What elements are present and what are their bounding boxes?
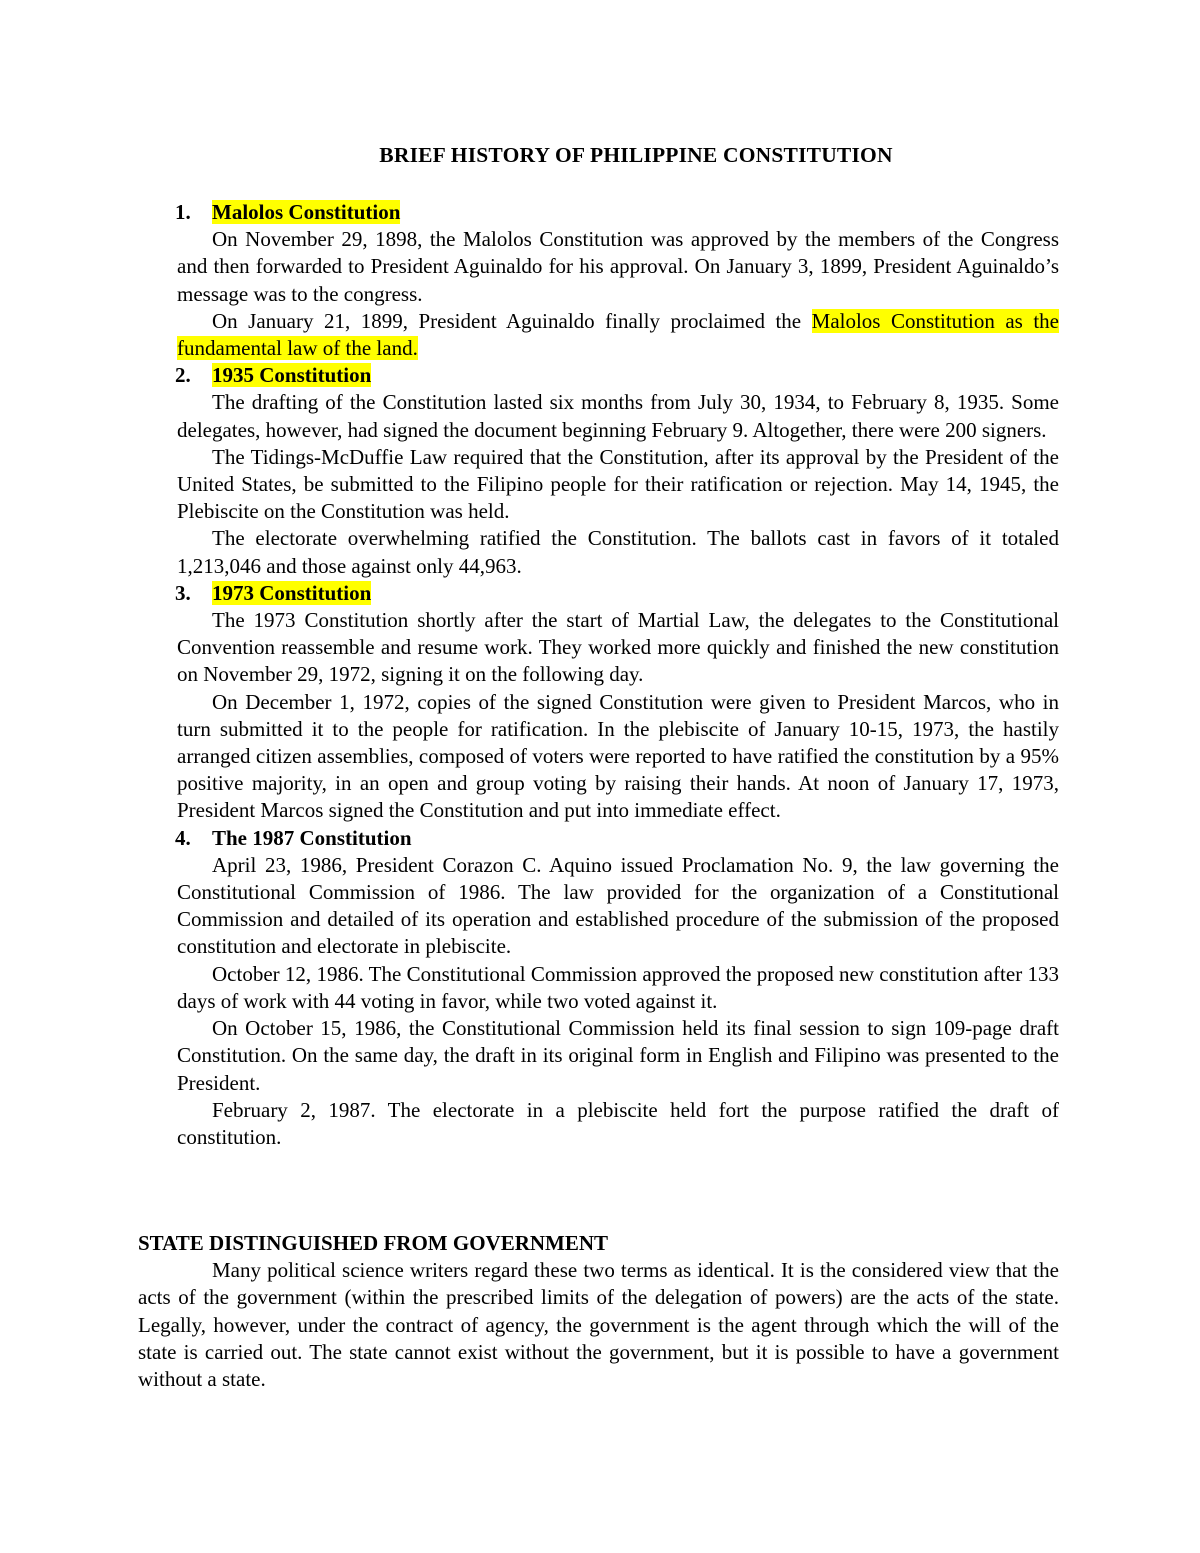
section-number: 2. — [175, 363, 191, 388]
section-number: 3. — [175, 580, 191, 605]
section-heading-1987 — [177, 825, 1059, 852]
paragraph: The electorate overwhelming ratified the Constitution. The ballots cast in favors of it totaled 1,213,046 and those against only 44,963. — [177, 526, 1059, 578]
paragraph: The Tidings-McDuffie Law required that the Constitution, after its approval by the President of the United States, be submitted to the Filipino people for their ratification or rejection. May 14, 1945, the Plebiscite on the Constitution was held. — [177, 444, 1059, 524]
document-title: BRIEF HISTORY OF PHILIPPINE CONSTITUTION — [379, 143, 893, 167]
section-number: 4. — [175, 825, 191, 850]
paragraph: On November 29, 1898, the Malolos Constitution was approved by the members of the Congress and then forwarded to President Aguinaldo for his approval. On January 3, 1899, President Aguinaldo’s message was to the congress. — [177, 227, 1059, 306]
paragraph-text: On January 21, 1899, President Aguinaldo finally proclaimed the — [212, 308, 812, 333]
section-heading-1935 — [177, 362, 1059, 389]
section-title: 1973 Constitution — [212, 580, 372, 605]
paragraph: On October 15, 1986, the Constitutional Commission held its final session to sign 109-page draft Constitution. On the same day, the draft in its original form in English and Filipino was presented to the President. — [177, 1016, 1059, 1095]
section-heading-1973 — [177, 580, 1059, 607]
paragraph: On December 1, 1972, copies of the signed Constitution were given to President Marcos, who in turn submitted it to the people for ratification. In the plebiscite of January 10-15, 1973, the hastily arranged citizen assemblies, composed of voters were reported to have ratified the constitution by a 95% positive majority, in an open and group voting by raising their hands. At noon of January 17, 1973, President Marcos signed the Constitution and put into immediate effect. — [177, 689, 1059, 823]
section-heading-malolos — [177, 199, 1059, 226]
highlighted-text: Malolos Constitution as the fundamental law of the land. — [177, 308, 1059, 361]
paragraph: The drafting of the Constitution lasted six months from July 30, 1934, to February 8, 1935. Some delegates, however, had signed the document beginning February 9. Altogether, there were 200 signers. — [177, 390, 1059, 442]
section-title: The 1987 Constitution — [212, 825, 412, 850]
section-number: 1. — [175, 200, 191, 224]
paragraph: Many political science writers regard these two terms as identical. It is the considered view that the acts of the government (within the prescribed limits of the delegation of powers) are the acts of the state. Legally, however, under the contract of agency, the government is the agent through which the will of the state is carried out. The state cannot exist without the government, but it is possible to have a government without a state. — [138, 1258, 1059, 1392]
paragraph: The 1973 Constitution shortly after the start of Martial Law, the delegates to the Constitutional Convention reassemble and resume work. They worked more quickly and finished the new constitution on November 29, 1972, signing it on the following day. — [177, 608, 1059, 687]
section-title: 1935 Constitution — [212, 363, 372, 388]
document-content — [177, 199, 1059, 1151]
paragraph: February 2, 1987. The electorate in a plebiscite held fort the purpose ratified the draft of constitution. — [177, 1097, 1059, 1149]
state-section — [138, 1230, 1059, 1393]
paragraph: October 12, 1986. The Constitutional Commission approved the proposed new constitution after 133 days of work with 44 voting in favor, while two voted against it. — [177, 961, 1059, 1013]
section-title: STATE DISTINGUISHED FROM GOVERNMENT — [138, 1231, 609, 1255]
paragraph: April 23, 1986, President Corazon C. Aquino issued Proclamation No. 9, the law governing the Constitutional Commission of 1986. The law provided for the organization of a Constitutional Commission and detailed of its operation and established procedure of the submission of the proposed constitution and electorate in plebiscite. — [177, 852, 1059, 959]
paragraph — [177, 308, 1059, 362]
section-title: Malolos Constitution — [212, 200, 401, 224]
